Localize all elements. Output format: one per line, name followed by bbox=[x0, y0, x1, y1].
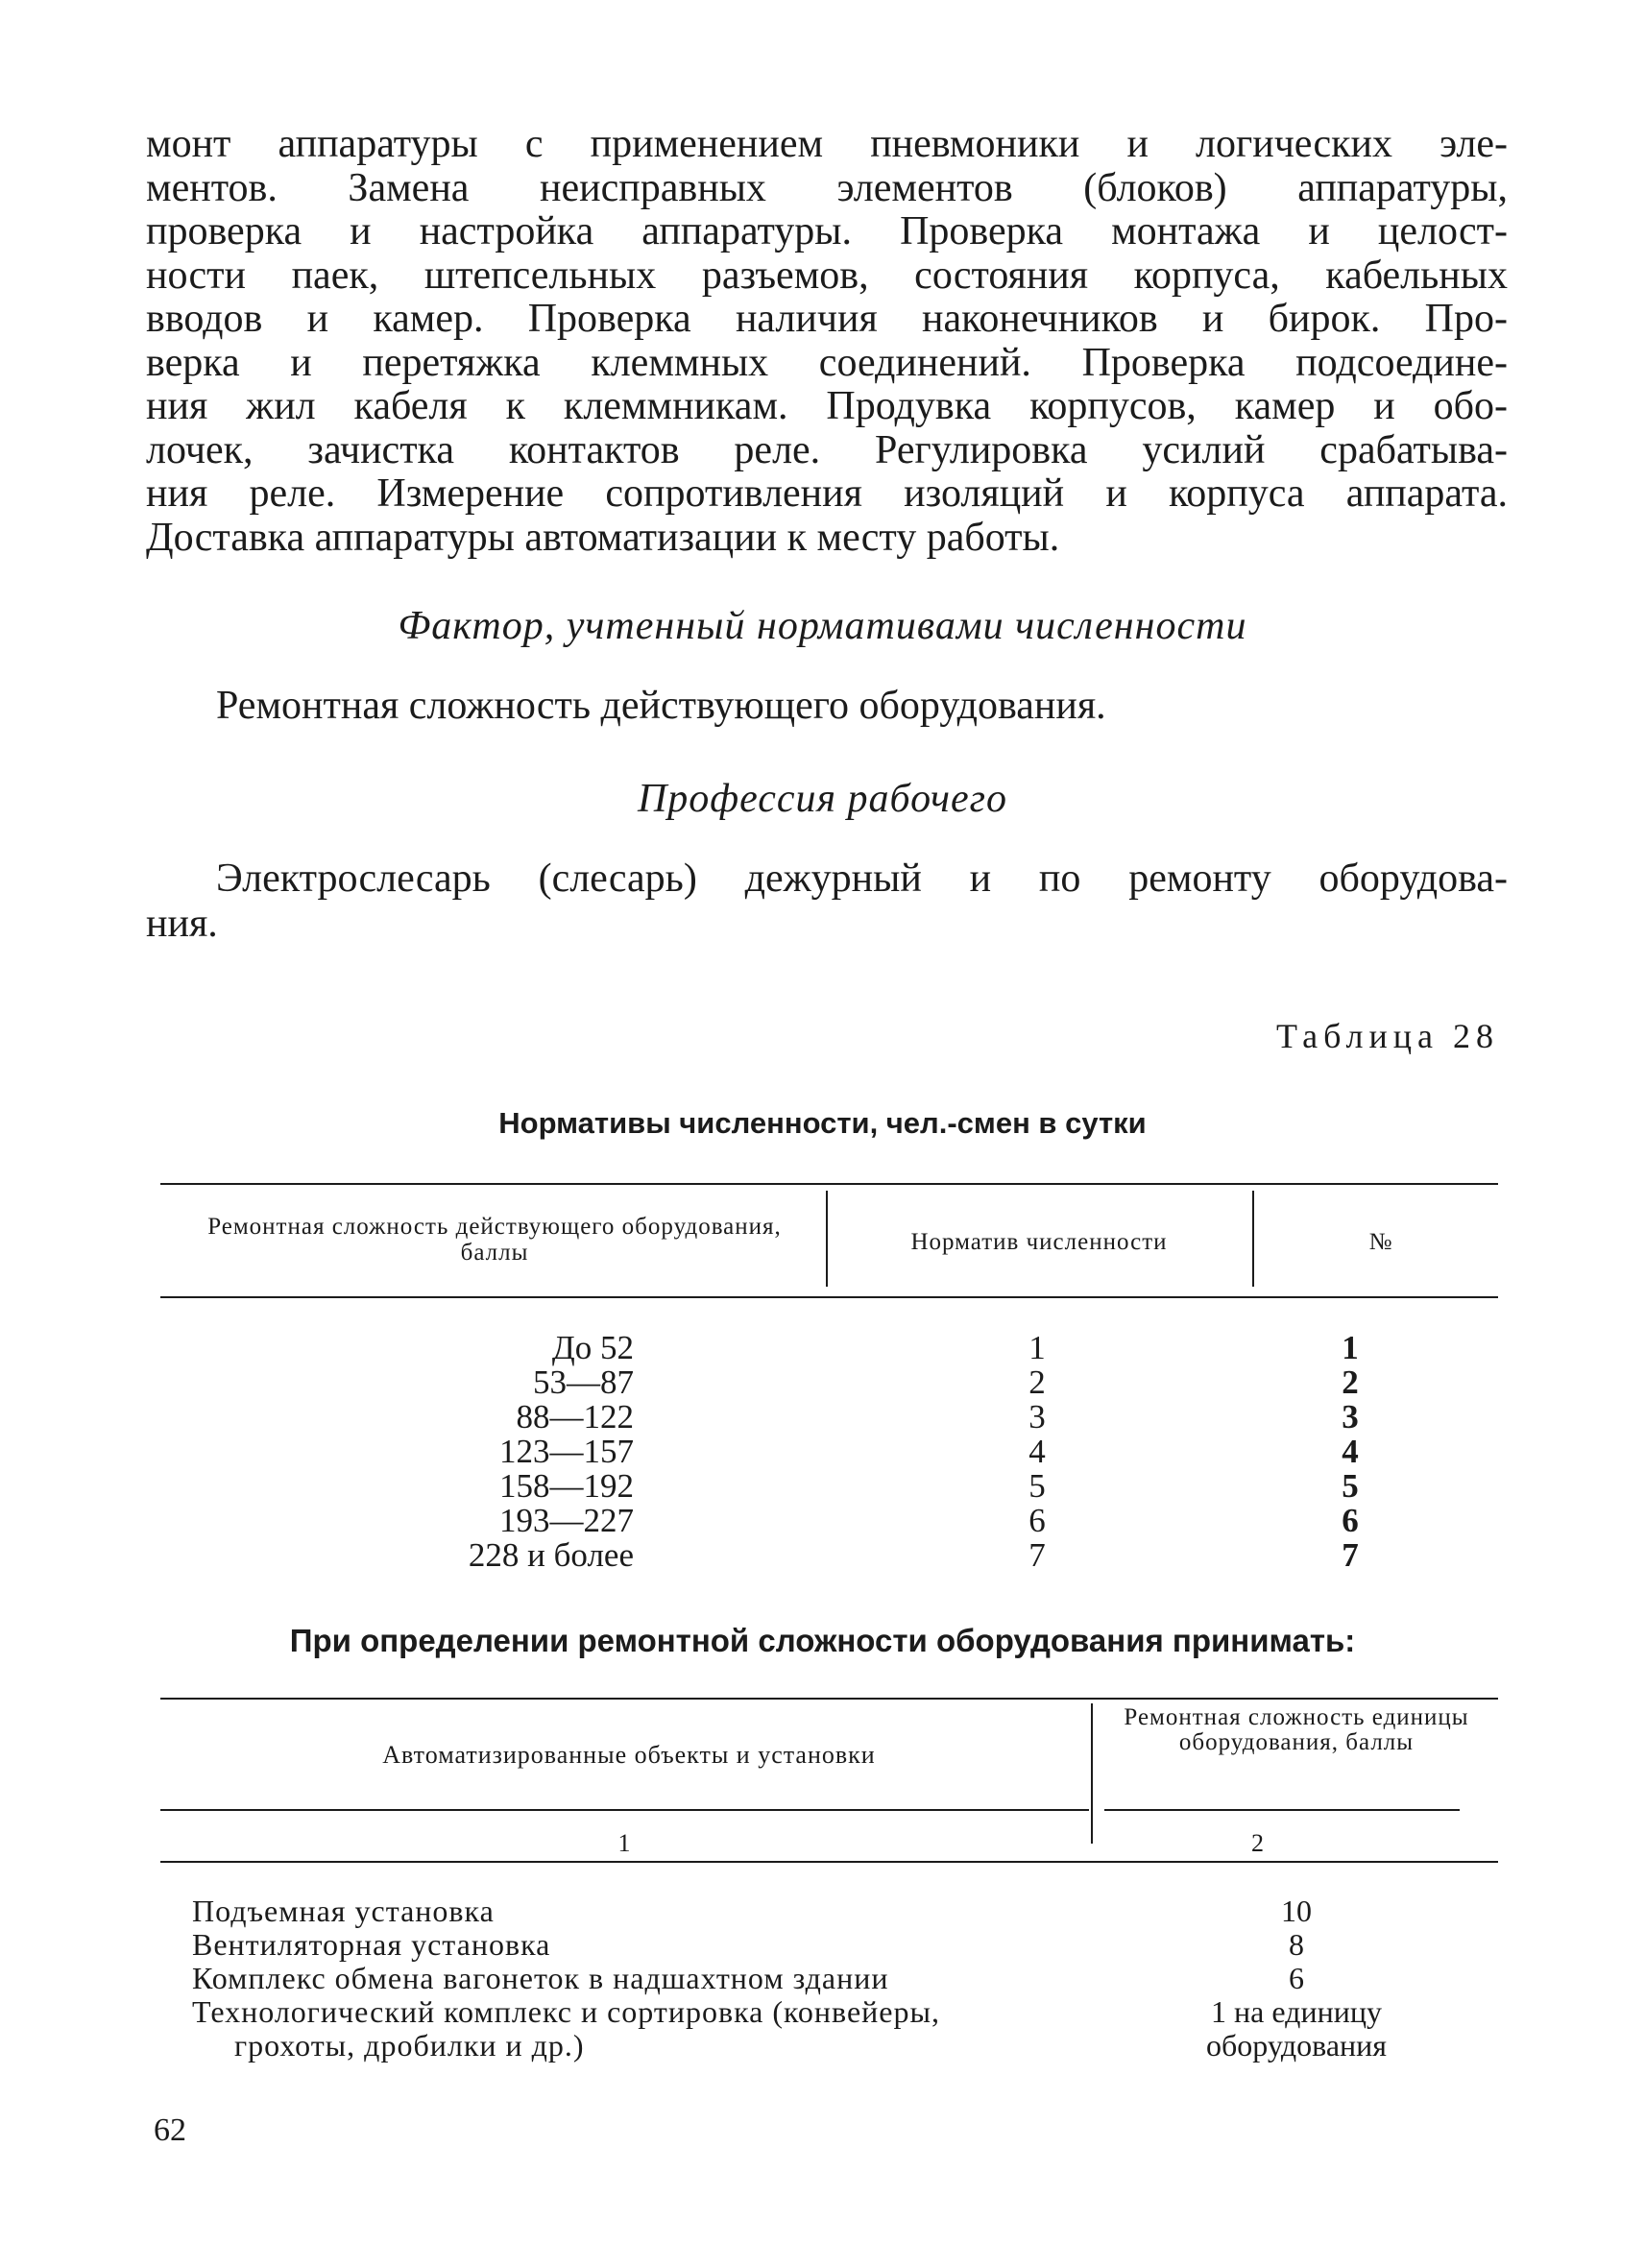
table-cell: 123—157 bbox=[499, 1433, 634, 1470]
profession-text bbox=[146, 857, 1508, 947]
table-cell: 3 bbox=[1028, 1398, 1046, 1436]
header-norm: Норматив численности bbox=[910, 1229, 1168, 1255]
page-number: 62 bbox=[154, 2112, 186, 2148]
list-value: 10 bbox=[1281, 1894, 1312, 1928]
text-line: ния реле. Измерение сопротивления изоляций и корпуса аппарата. bbox=[146, 471, 1508, 516]
table-cell: 1 bbox=[1342, 1329, 1359, 1366]
column-divider bbox=[1091, 1703, 1093, 1844]
table-cell: 4 bbox=[1028, 1433, 1046, 1470]
table-header-rule bbox=[160, 1861, 1498, 1863]
text-line: ности паек, штепсельных разъемов, состояния корпуса, кабельных bbox=[146, 253, 1508, 298]
list-value: 1 на единицу bbox=[1211, 1994, 1382, 2029]
number-column bbox=[1302, 1331, 1398, 1573]
table-cell: 7 bbox=[1028, 1536, 1046, 1574]
column-number: 1 bbox=[617, 1829, 632, 1857]
text-line: лочек, зачистка контактов реле. Регулировка усилий срабатыва- bbox=[146, 427, 1508, 472]
table-cell: 228 и более bbox=[468, 1536, 634, 1574]
table-cell: 158—192 bbox=[499, 1467, 634, 1505]
table-cell: 5 bbox=[1342, 1467, 1359, 1505]
table-cell: 1 bbox=[1028, 1329, 1046, 1366]
table-cell: 4 bbox=[1342, 1433, 1359, 1470]
profession-line: Электрослесарь (слесарь) дежурный и по ремонту оборудова- bbox=[216, 857, 1508, 901]
complexity-table-title: При определении ремонтной сложности оборудования принимать: bbox=[289, 1623, 1356, 1658]
column-divider bbox=[826, 1191, 828, 1287]
profession-heading: Профессия рабочего bbox=[637, 777, 1008, 821]
table-cell: 7 bbox=[1342, 1536, 1359, 1574]
list-item: Вентиляторная установка bbox=[192, 1927, 551, 1962]
text-line: ния жил кабеля к клеммникам. Продувка корпусов, камер и обо- bbox=[146, 384, 1508, 428]
header-objects: Автоматизированные объекты и установки bbox=[382, 1741, 876, 1769]
list-item: Комплекс обмена вагонеток в надшахтном здании bbox=[192, 1961, 889, 1995]
table-cell: 6 bbox=[1342, 1502, 1359, 1539]
table-cell: 5 bbox=[1028, 1467, 1046, 1505]
table-cell: 2 bbox=[1342, 1363, 1359, 1401]
header-rule bbox=[160, 1809, 1089, 1811]
intro-paragraph bbox=[146, 123, 1508, 560]
column-number: 2 bbox=[1251, 1829, 1265, 1857]
text-line: верка и перетяжка клеммных соединений. Проверка подсоедине- bbox=[146, 340, 1508, 385]
table-cell: 88—122 bbox=[516, 1398, 634, 1436]
table-cell: 2 bbox=[1028, 1363, 1046, 1401]
table-cell: 193—227 bbox=[499, 1502, 634, 1539]
header-rule bbox=[1104, 1809, 1460, 1811]
table-header-rule bbox=[160, 1296, 1498, 1298]
table-cell: До 52 bbox=[551, 1329, 634, 1366]
values-list bbox=[1143, 1894, 1450, 2063]
factor-heading: Фактор, учтенный нормативами численности bbox=[398, 604, 1247, 648]
text-line: монт аппаратуры с применением пневмоники и логических эле- bbox=[146, 122, 1508, 166]
table-top-rule bbox=[160, 1183, 1498, 1185]
table-label: Таблица 28 bbox=[1276, 1017, 1499, 1055]
list-item: грохоты, дробилки и др.) bbox=[234, 2028, 585, 2063]
list-item: Подъемная установка bbox=[192, 1894, 495, 1928]
text-line: вводов и камер. Проверка наличия наконечников и бирок. Про- bbox=[146, 297, 1508, 341]
objects-list bbox=[192, 1894, 1114, 2063]
list-value: 6 bbox=[1289, 1961, 1304, 1995]
norm-column bbox=[989, 1331, 1085, 1573]
header-unit-complexity: Ремонтная сложность единицы оборудования, баллы bbox=[1124, 1704, 1469, 1755]
table-cell: 6 bbox=[1028, 1502, 1046, 1539]
header-number: № bbox=[1368, 1229, 1393, 1255]
list-value: 8 bbox=[1289, 1927, 1304, 1962]
range-column bbox=[346, 1331, 634, 1573]
text-line: проверка и настройка аппаратуры. Проверка монтажа и целост- bbox=[146, 209, 1508, 253]
text-line: Доставка аппаратуры автоматизации к месту работы. bbox=[146, 515, 1060, 560]
table-cell: 53—87 bbox=[533, 1363, 634, 1401]
list-item: Технологический комплекс и сортировка (конвейеры, bbox=[192, 1994, 940, 2029]
profession-line: ния. bbox=[146, 902, 218, 946]
table-title: Нормативы численности, чел.-смен в сутки bbox=[498, 1106, 1147, 1140]
factor-text: Ремонтная сложность действующего оборудования. bbox=[216, 684, 1106, 728]
column-divider bbox=[1252, 1191, 1254, 1287]
table-cell: 3 bbox=[1342, 1398, 1359, 1436]
text-line: ментов. Замена неисправных элементов (блоков) аппаратуры, bbox=[146, 165, 1508, 210]
header-complexity: Ремонтная сложность действующего оборудования, баллы bbox=[207, 1214, 782, 1266]
list-value: оборудования bbox=[1206, 2028, 1387, 2063]
table-top-rule bbox=[160, 1698, 1498, 1700]
